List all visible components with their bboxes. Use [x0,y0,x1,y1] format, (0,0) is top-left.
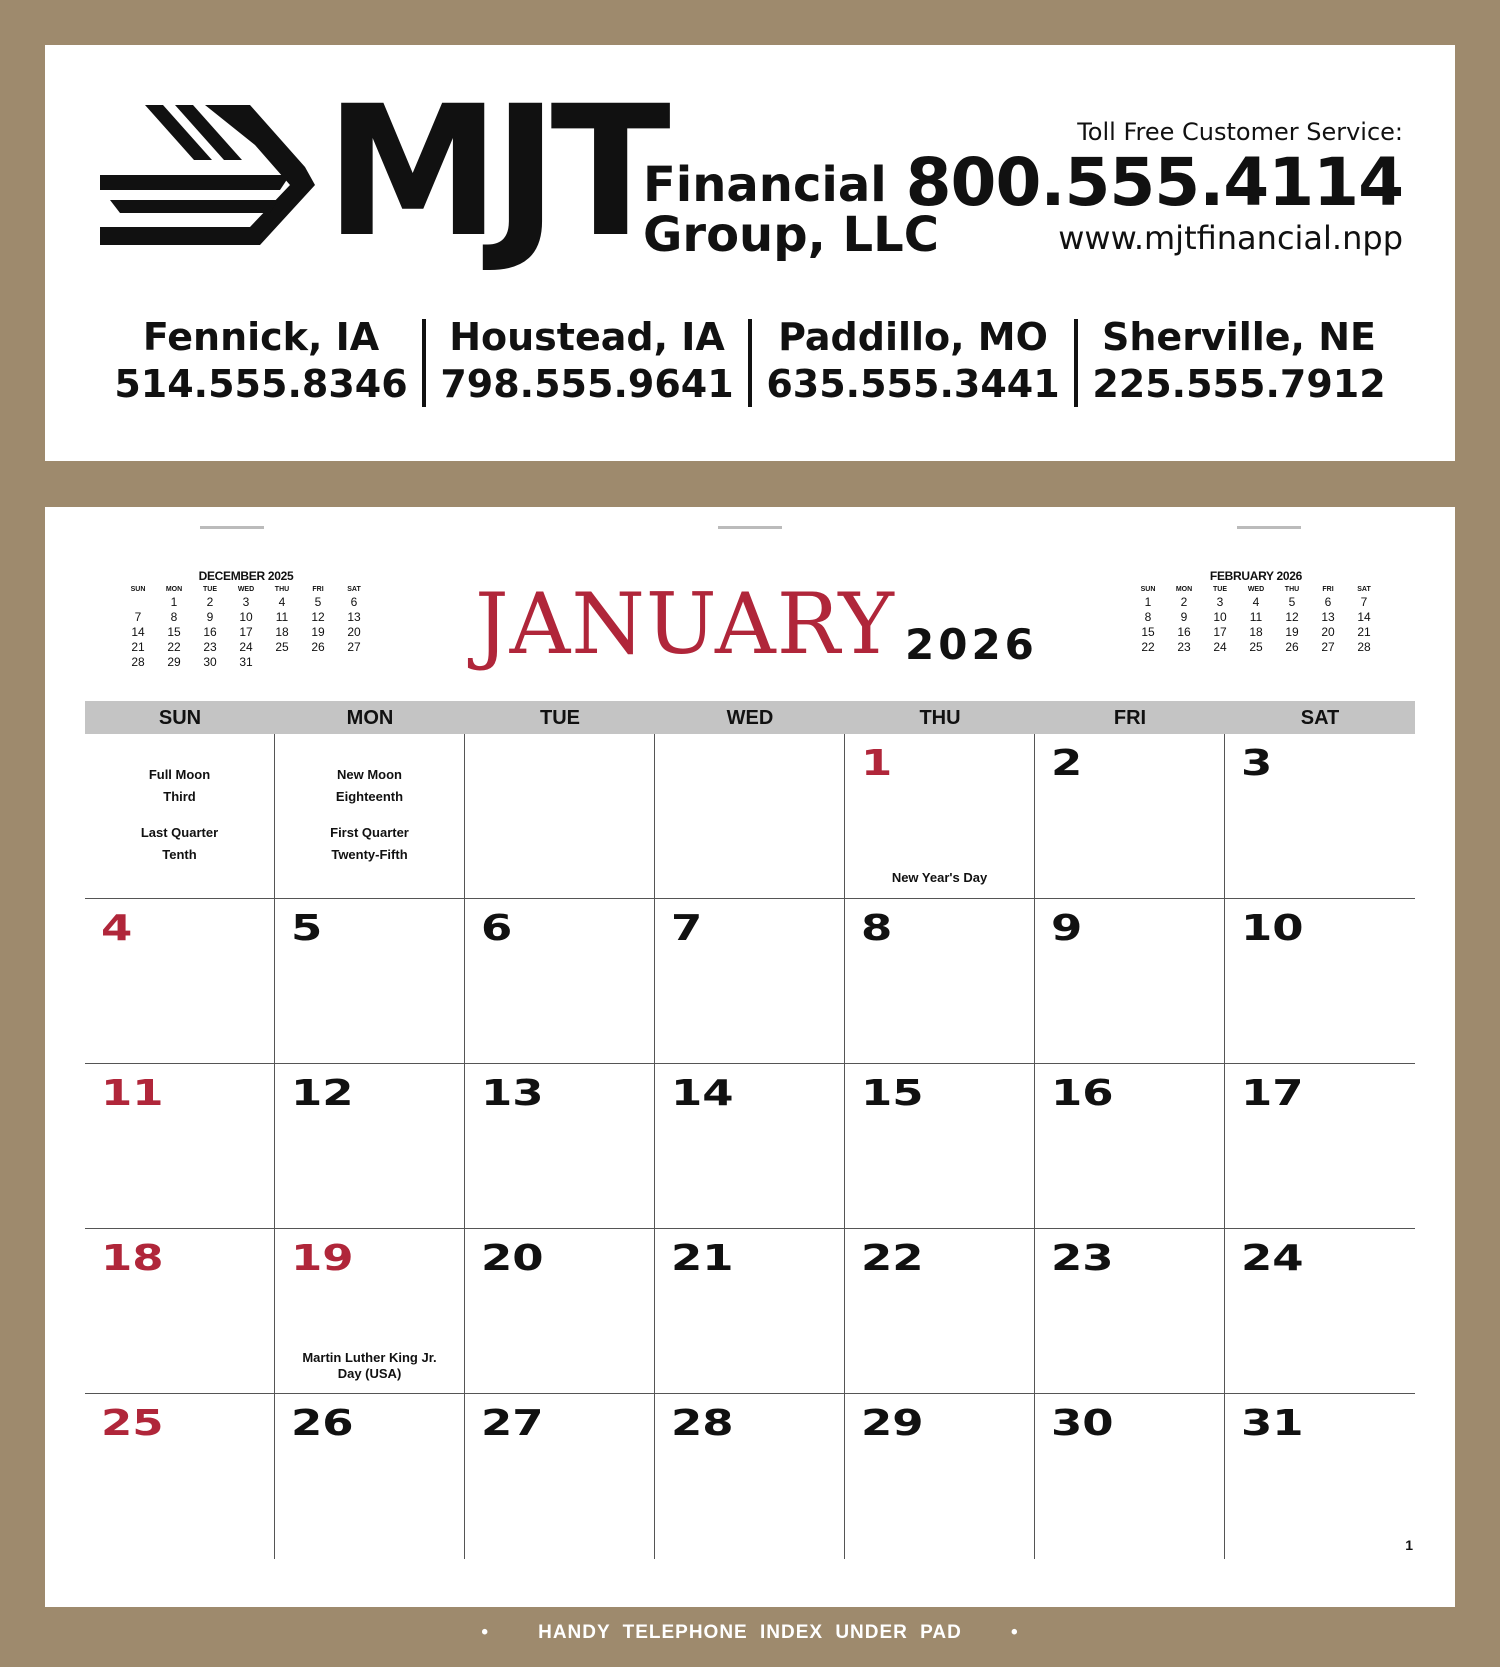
company-name-line1: Financial [643,157,887,213]
mini-calendar-table [120,583,372,670]
mini-day: 27 [347,640,361,654]
mini-day: 24 [239,640,253,654]
mini-day: 19 [1285,625,1299,639]
day-cell [85,899,275,1064]
logo-initials: MJT [325,68,663,277]
mini-week-row [120,595,372,610]
company-logo-icon [100,105,315,265]
mini-weekday-label: SUN [1140,585,1156,593]
day-number: 29 [861,1403,924,1444]
mini-weekday-label: THU [1284,585,1300,593]
branch-city: Sherville, NE [1102,315,1376,359]
day-cell [1035,899,1225,1064]
branch-item [100,313,422,413]
day-number: 14 [671,1073,734,1114]
mini-week-row [120,610,372,625]
weekday-label: SAT [1300,707,1340,729]
mini-day: 18 [1249,625,1263,639]
day-cell [465,899,655,1064]
mini-day: 8 [170,610,178,624]
day-cell [845,734,1035,899]
mini-weekday-label: TUE [203,585,217,593]
day-cell [655,1394,845,1559]
company-name-line2: Group, LLC [643,207,939,263]
mini-day: 10 [239,610,253,624]
day-cell [275,1064,465,1229]
mini-weekday-label: THU [274,585,290,593]
day-cell [275,1229,465,1394]
day-cell [465,1394,655,1559]
mini-day: 29 [167,655,181,669]
branch-city: Fennick, IA [142,315,380,359]
day-number: 27 [481,1403,544,1444]
moon-phase-note [85,764,274,866]
day-number: 28 [671,1403,734,1444]
day-number: 10 [1241,908,1304,949]
mini-week-row [1130,640,1382,655]
year-label: 2026 [905,620,1038,669]
day-number: 31 [1241,1403,1304,1444]
hanger-slot [200,526,264,529]
day-cell [1035,734,1225,899]
website-url: www.mjtfinancial.npp [1058,219,1403,257]
footer-bullet: • [481,1622,489,1643]
mini-day: 17 [239,625,253,639]
branch-phone: 798.555.9641 [440,362,734,406]
mini-week-row [120,655,372,670]
mini-day: 14 [131,625,145,639]
footer-bullet: • [1011,1622,1019,1643]
mini-day: 22 [1141,640,1155,654]
day-cell [845,899,1035,1064]
day-number: 26 [291,1403,354,1444]
day-number: 8 [861,908,893,949]
day-number: 25 [101,1403,164,1444]
mini-calendar-title: DECEMBER 2025 [198,569,294,583]
day-number: 18 [101,1238,164,1279]
mini-day: 4 [278,595,286,609]
mini-day: 5 [314,595,322,609]
day-cell [655,899,845,1064]
weekday-label: WED [726,707,774,729]
branch-city: Paddillo, MO [778,315,1048,359]
day-cell [275,1394,465,1559]
contact-block [906,117,1403,257]
hanger-slot [1237,526,1301,529]
mini-day: 12 [311,610,325,624]
holiday-label [275,1350,464,1382]
mini-day: 30 [203,655,217,669]
mini-calendar-prev [120,569,372,670]
footer-text: HANDY TELEPHONE INDEX UNDER PAD [538,1622,962,1643]
day-cell [1035,1394,1225,1559]
weekday-header [85,701,1415,734]
mini-weekday-label: SAT [347,585,361,593]
day-number: 23 [1051,1238,1114,1279]
day-cell [1225,1064,1415,1229]
mini-day: 17 [1213,625,1227,639]
mini-week-row [120,625,372,640]
mini-day: 25 [275,640,289,654]
day-cell [1225,1394,1415,1559]
weekday-label: SUN [158,707,202,729]
advertiser-header [45,45,1455,461]
mini-day: 8 [1144,610,1152,624]
mini-day: 10 [1213,610,1227,624]
mini-day: 28 [1357,640,1371,654]
mini-day: 3 [242,595,250,609]
moon-phase-line: Tenth [162,847,197,862]
day-cell [845,1229,1035,1394]
day-cell [655,734,845,899]
mini-day: 7 [1360,595,1368,609]
day-cell [845,1064,1035,1229]
branch-phone: 225.555.7912 [1092,362,1386,406]
day-number: 22 [861,1238,924,1279]
weekday-label: MON [346,707,394,729]
mini-day: 23 [203,640,217,654]
mini-day: 20 [347,625,361,639]
weekday-label: TUE [540,707,580,729]
holiday-label-line: Day (USA) [337,1366,402,1381]
mini-weekday-label: SAT [1357,585,1371,593]
mini-calendar-title: FEBRUARY 2026 [1209,569,1303,583]
calendar-page [45,507,1455,1607]
mini-day: 23 [1177,640,1191,654]
mini-day: 22 [167,640,181,654]
mini-day: 16 [203,625,217,639]
mini-calendar-next [1130,569,1382,655]
mini-day: 15 [1141,625,1155,639]
day-number: 1 [861,743,893,784]
mini-day: 28 [131,655,145,669]
mini-day: 14 [1357,610,1371,624]
day-number: 12 [291,1073,354,1114]
mini-weekday-label: WED [237,585,255,593]
mini-day: 26 [311,640,325,654]
day-cell [465,1229,655,1394]
day-number: 2 [1051,743,1083,784]
branch-item [1078,313,1400,413]
mini-day: 19 [311,625,325,639]
day-number: 20 [481,1238,544,1279]
month-grid [85,734,1415,1559]
weekday-label: THU [919,707,961,729]
mini-day [264,655,300,670]
day-cell [655,1064,845,1229]
branch-phone: 514.555.8346 [114,362,408,406]
day-number: 11 [101,1073,164,1114]
mini-day: 7 [134,610,142,624]
mini-weekday-label: TUE [1213,585,1227,593]
day-cell [85,1064,275,1229]
branch-item [752,313,1074,413]
day-number: 4 [101,908,133,949]
hanger-slot [718,526,782,529]
day-cell [85,1229,275,1394]
day-number: 15 [861,1073,924,1114]
weekday-label: FRI [1113,707,1147,729]
mini-weekday-label: FRI [1322,585,1334,593]
day-cell [1225,734,1415,899]
moon-phase-line: Twenty-Fifth [331,847,408,862]
day-number: 16 [1051,1073,1114,1114]
mini-day: 13 [1321,610,1335,624]
day-number: 13 [481,1073,544,1114]
month-title: JANUARY [475,575,895,673]
day-cell [275,734,465,899]
mini-day: 11 [1249,610,1263,624]
mini-day: 27 [1321,640,1335,654]
day-cell [655,1229,845,1394]
moon-phase-line: New Moon [337,767,402,782]
mini-day: 6 [1324,595,1332,609]
mini-day: 12 [1285,610,1299,624]
day-cell [1035,1229,1225,1394]
mini-weekday-label: SUN [130,585,146,593]
mini-day: 21 [131,640,145,654]
holiday-label-line: Martin Luther King Jr. [302,1350,437,1365]
page-number: 1 [1405,1537,1413,1553]
mini-week-row [1130,625,1382,640]
branch-list [100,313,1400,413]
mini-weekday-label: FRI [312,585,324,593]
day-cell [1225,899,1415,1064]
mini-day: 5 [1288,595,1296,609]
mini-day: 11 [275,610,289,624]
mini-week-row [120,640,372,655]
day-cell [845,1394,1035,1559]
mini-day: 15 [167,625,181,639]
branch-phone: 635.555.3441 [766,362,1060,406]
mini-day [300,655,336,670]
day-cell [275,899,465,1064]
day-number: 3 [1241,743,1273,784]
moon-phase-line: Last Quarter [140,825,219,840]
mini-weekday-label: WED [1247,585,1265,593]
day-number: 19 [291,1238,354,1279]
day-number: 9 [1051,908,1083,949]
mini-day: 21 [1357,625,1371,639]
day-number: 24 [1241,1238,1304,1279]
mini-day: 1 [170,595,178,609]
day-number: 7 [671,908,703,949]
toll-free-phone: 800.555.4114 [905,144,1403,221]
branch-item [426,313,748,413]
branch-city: Houstead, IA [449,315,725,359]
moon-phase-line: Full Moon [148,767,211,782]
day-number: 5 [291,908,323,949]
mini-weekday-label: MON [165,585,183,593]
mini-day: 26 [1285,640,1299,654]
mini-day: 9 [1180,610,1188,624]
mini-day [336,655,372,670]
mini-day: 4 [1252,595,1260,609]
mini-day: 31 [239,655,253,669]
moon-phase-line: Third [163,789,196,804]
mini-day: 16 [1177,625,1191,639]
mini-week-row [1130,595,1382,610]
day-number: 17 [1241,1073,1304,1114]
day-cell [1225,1229,1415,1394]
day-cell [85,1394,275,1559]
company-name [643,157,939,263]
day-cell [465,1064,655,1229]
day-cell [85,734,275,899]
mini-day: 13 [347,610,361,624]
mini-day: 9 [206,610,214,624]
mini-day [120,595,156,610]
mini-day: 18 [275,625,289,639]
day-cell [465,734,655,899]
customer-service-label: Toll Free Customer Service: [1077,118,1403,146]
mini-day: 24 [1213,640,1227,654]
mini-day: 2 [206,595,214,609]
mini-calendar-table [1130,583,1382,655]
mini-day: 6 [350,595,358,609]
mini-day: 20 [1321,625,1335,639]
mini-week-row [1130,610,1382,625]
moon-phase-line: First Quarter [330,825,409,840]
day-number: 21 [671,1238,734,1279]
footer-note [0,1622,1500,1644]
mini-day: 25 [1249,640,1263,654]
mini-day: 3 [1216,595,1224,609]
mini-day: 1 [1144,595,1152,609]
mini-day: 2 [1180,595,1188,609]
holiday-label: New Year's Day [891,870,988,885]
mini-weekday-label: MON [1175,585,1193,593]
moon-phase-line: Eighteenth [335,789,404,804]
day-cell [1035,1064,1225,1229]
day-number: 6 [481,908,513,949]
moon-phase-note [275,764,464,866]
day-number: 30 [1051,1403,1114,1444]
